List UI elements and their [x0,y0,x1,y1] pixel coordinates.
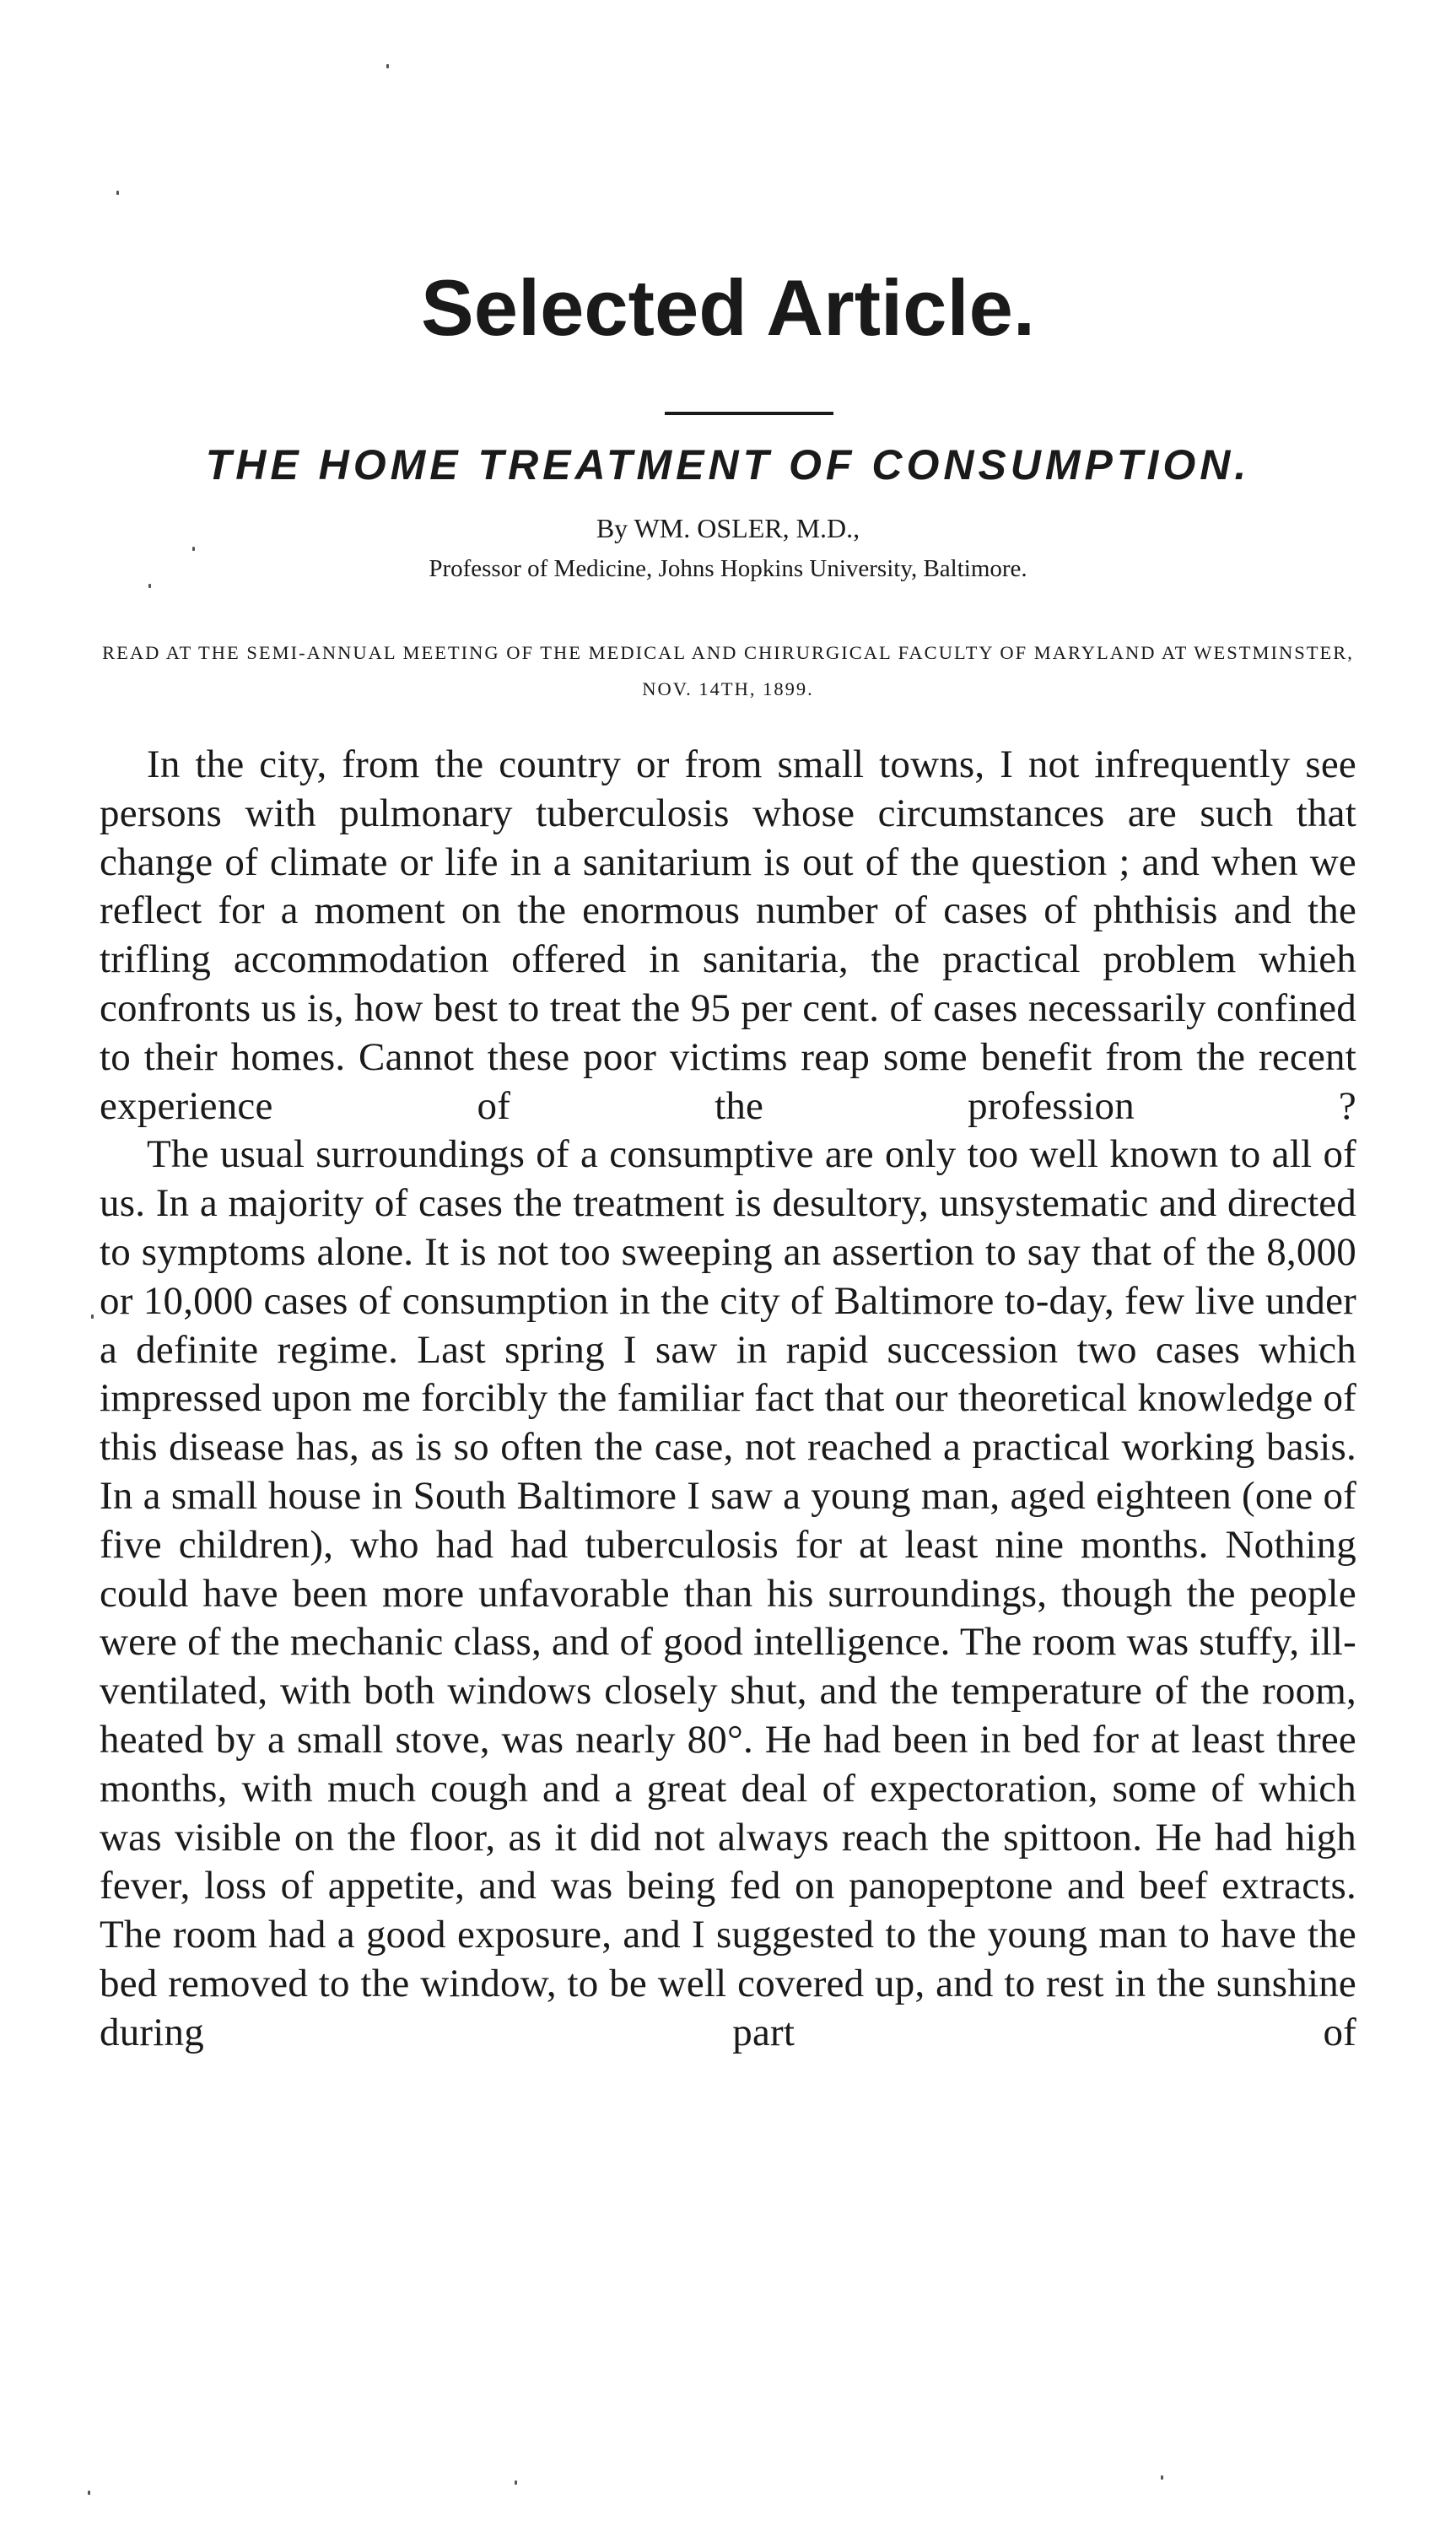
scan-speck [515,2480,517,2485]
scan-speck [88,2491,90,2495]
scan-speck [1161,2475,1163,2480]
body-paragraph-2: The usual surroundings of a consumptive are only too well known to all of us. In a majority of cases the treatment is desultory, unsystematic and directed to symptoms alone. It is not too sweeping an assertion to say that of the 8,000 or 10,000 cases of consumption in the city of Baltimore to-day, few live under a definite regime. Last spring I saw in rapid succession two cases which impressed upon me forcibly the familiar fact that our theoretical knowledge of this disease has, as is so often the case, not reached a practical working basis. In a small house in South Baltimore I saw a young man, aged eighteen (one of five children), who had had tuberculosis for at least nine months. Nothing could have been more unfavorable than his surroundings, though the people were of the mechanic class, and of good intelligence. The room was stuffy, ill-ventilated, with both windows closely shut, and the temperature of the room, heated by a small stove, was nearly 80°. He had been in bed for at least three months, with much cough and a great deal of expectoration, some of which was visible on the floor, as it did not always reach the spittoon. He had high fever, loss of appetite, and was being fed on panopeptone and beef extracts. The room had a good exposure, and I suggested to the young man to have the bed removed to the window, to be well covered up, and to rest in the sunshine during part of [100,1132,1356,2054]
author-affiliation: Professor of Medicine, Johns Hopkins University, Baltimore. [429,555,1027,582]
scan-speck [116,191,119,195]
scan-speck [386,64,389,68]
scan-speck [192,547,195,551]
article-title: THE HOME TREATMENT OF CONSUMPTION. [205,441,1251,489]
author-byline: By WM. OSLER, M.D., [596,513,860,543]
title-divider [665,412,833,415]
article-body [100,741,1356,2058]
scan-speck [148,584,151,588]
scan-speck [91,1314,94,1319]
section-headline: Selected Article. [421,263,1035,352]
presentation-note: READ AT THE SEMI-ANNUAL MEETING OF THE MEDICAL AND CHIRURGICAL FACULTY OF MARYLAND AT WESTMINSTER, NOV. 14TH, 1899. [102,642,1354,699]
body-paragraph-1: In the city, from the country or from small towns, I not infrequently see persons with pulmonary tuberculosis whose circumstances are such that change of climate or life in a sanitarium is out of the question ; and when we reflect for a moment on the enormous number of cases of phthisis and the trifling accommodation offered in sanitaria, the practical problem whieh confronts us is, how best to treat the 95 per cent. of cases necessarily confined to their homes. Cannot these poor victims reap some benefit from the recent experience of the profession ? [100,742,1356,1128]
